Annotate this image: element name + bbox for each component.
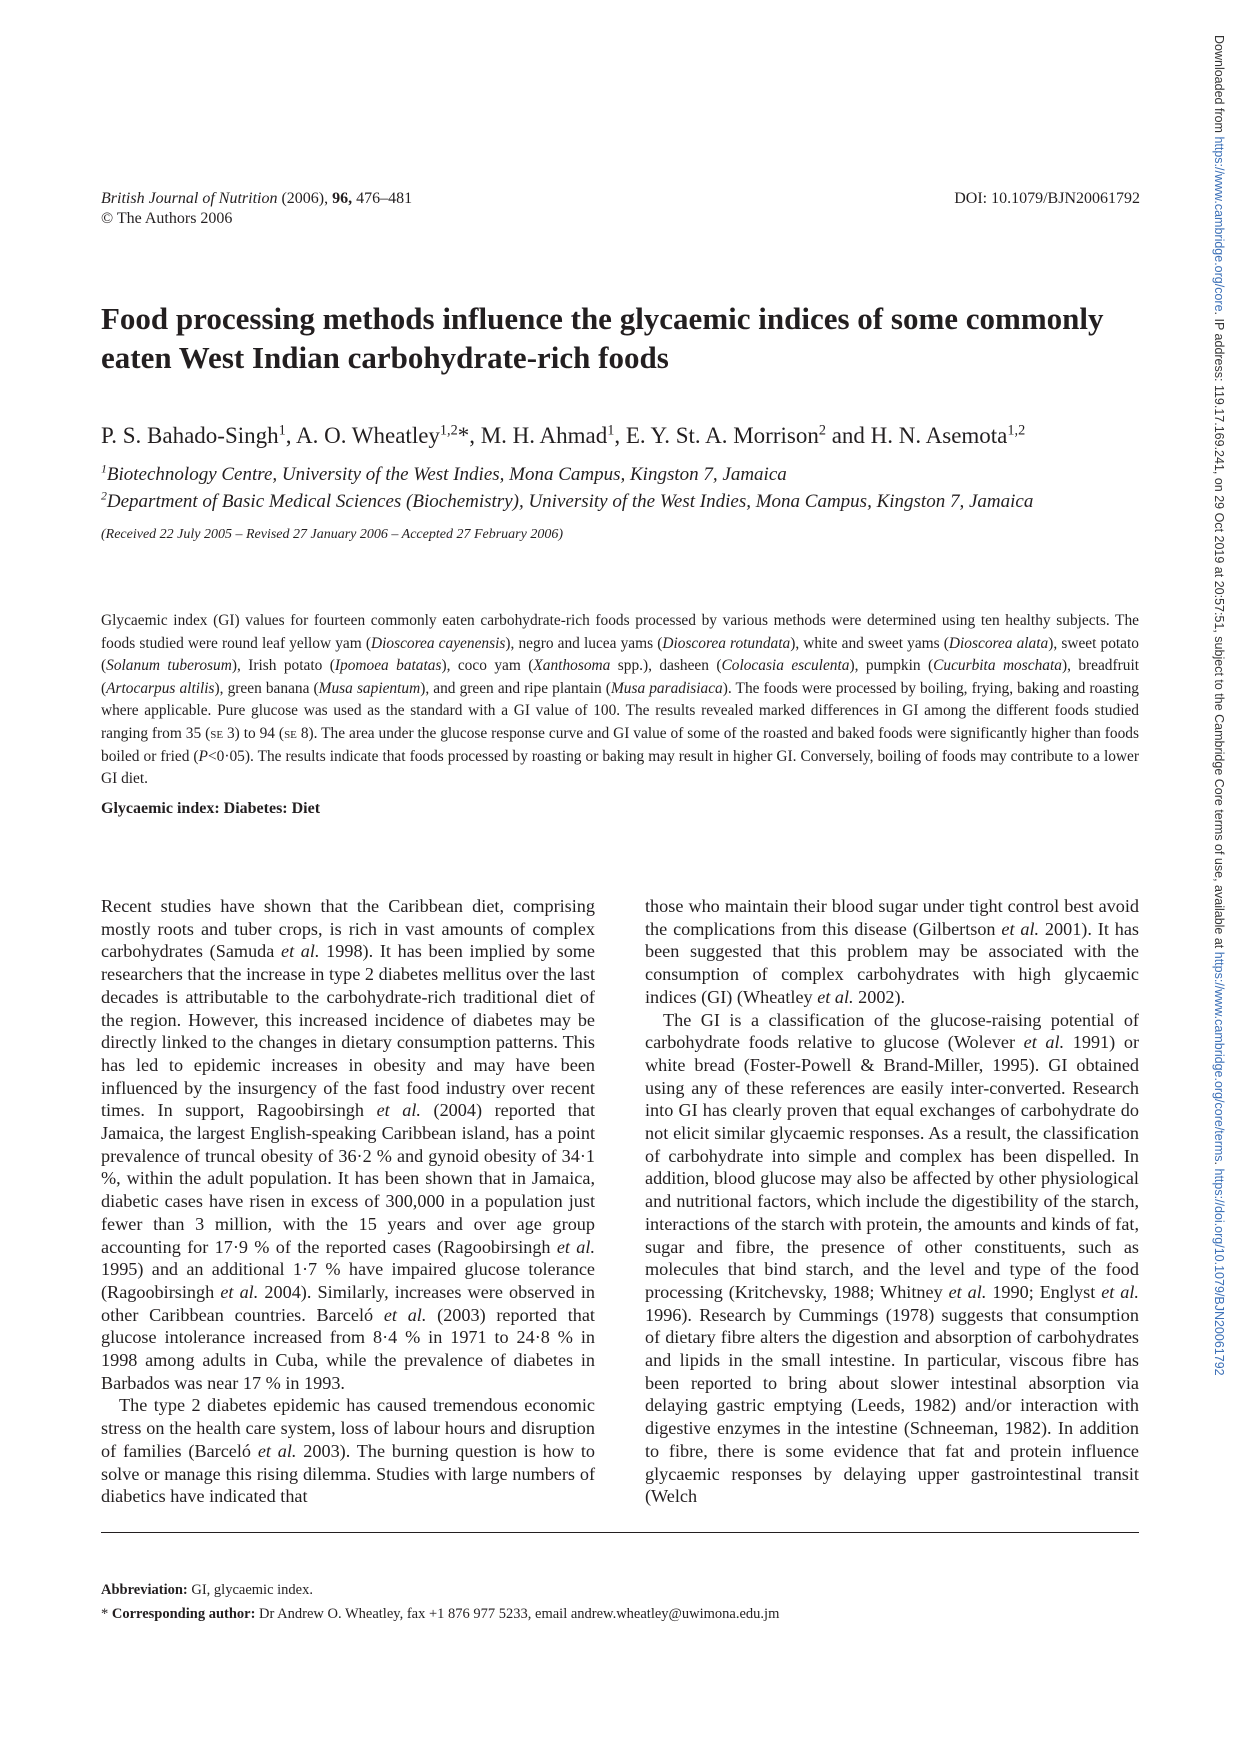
author-affil-marker: 1,2 bbox=[1007, 422, 1026, 439]
corresponding-author-note: * Corresponding author: Dr Andrew O. Wheatley, fax +1 876 977 5233, email andrew.wheatley@uwimona.edu.jm bbox=[101, 1606, 780, 1622]
affiliation: $^1$Biotechnology Centre, University of the West Indies, Mona Campus, Kingston 7, Jamaica bbox=[101, 462, 787, 485]
affiliation: $^2$Department of Basic Medical Sciences (Biochemistry), University of the West Indies, Mona Campus, Kingston 7, Jamaica bbox=[101, 489, 1034, 512]
author-name: and H. N. Asemota bbox=[825, 423, 1008, 448]
author-name: , A. O. Wheatley bbox=[285, 423, 440, 448]
article-title: Food processing methods influence the glycaemic indices of some commonly eaten West Indian carbohydrate-rich foods bbox=[101, 301, 1104, 375]
author-affil-marker: 1 bbox=[607, 422, 615, 439]
download-notice: Downloaded from https://www.cambridge.org/core. IP address: 119.17.169.241, on 29 Oct 2019 at 20:57:51, subject to the Cambridge Core terms of use, available at https://www.cambridge.org/core/terms. https://doi.org/10.1079/BJN20061792 bbox=[1212, 35, 1226, 1376]
journal-pages: 476–481 bbox=[356, 190, 413, 207]
corresponding-marker: * bbox=[457, 423, 470, 448]
paragraph: The type 2 diabetes epidemic has caused tremendous economic stress on the health care system, loss of labour hours and disruption of families (Barceló et al. 2003). The burning question is how to solve or manage this rising dilemma. Studies with large numbers of diabetics have indicated that bbox=[101, 1395, 595, 1507]
paragraph: The GI is a classification of the glucose-raising potential of carbohydrate foods relative to glucose (Wolever et al. 1991) or white bread (Foster-Powell & Brand-Miller, 1995). GI obtained using any of these references are easily inter-converted. Research into GI has clearly proven that equal exchanges of carbohydrate do not elicit similar glycaemic responses. As a result, the classification of carbohydrate into simple and complex has been dispelled. In addition, blood glucose may also be affected by other physiological and nutritional factors, which include the digestibility of the starch, interactions of the starch with protein, the amounts and kinds of fat, sugar and fibre, the presence of other constituents, such as molecules that bind starch, and the level and type of the food processing (Kritchevsky, 1988; Whitney et al. 1990; Englyst et al. 1996). Research by Cummings (1978) suggests that consumption of dietary fibre alters the digestion and absorption of carbohydrates and lipids in the small intestine. In particular, viscous fibre has been reported to bring about slower intestinal absorption via delaying gastric emptying (Leeds, 1982) and/or interaction with digestive enzymes in the intestine (Schneeman, 1982). In addition to fibre, there is some evidence that fat and protein influence glycaemic responses by delaying upper gastrointestinal transit (Welch bbox=[645, 1009, 1139, 1507]
journal-year: (2006), bbox=[281, 190, 329, 207]
author-name: , E. Y. St. A. Morrison bbox=[614, 423, 819, 448]
journal-name: British Journal of Nutrition bbox=[101, 190, 278, 207]
author-name: , M. H. Ahmad bbox=[469, 423, 608, 448]
paragraph: Recent studies have shown that the Caribbean diet, comprising mostly roots and tuber crops, is rich in vast amounts of complex carbohydrates (Samuda et al. 1998). It has been implied by some researchers that the increase in type 2 diabetes mellitus over the last decades is attributable to the carbohydrate-rich traditional diet of the region. However, this increased incidence of diabetes may be directly linked to the changes in dietary consumption patterns. This has led to epidemic increases in obesity and may have been influenced by the insurgency of the fast food industry over recent times. In support, Ragoobirsingh et al. (2004) reported that Jamaica, the largest English-speaking Caribbean island, has a point prevalence of truncal obesity of 36·2 % and gynoid obesity of 34·1 %, within the adult population. It has been shown that in Jamaica, diabetic cases have risen in excess of 300,000 in a population just fewer than 3 million, with the 15 years and over age group accounting for 17·9 % of the reported cases (Ragoobirsingh et al. 1995) and an additional 1·7 % have impaired glucose tolerance (Ragoobirsingh et al. 2004). Similarly, increases were observed in other Caribbean countries. Barceló et al. (2003) reported that glucose intolerance increased from 8·4 % in 1971 to 24·8 % in 1998 among adults in Cuba, while the prevalence of diabetes in Barbados was near 17 % in 1993. bbox=[101, 896, 596, 1393]
journal-citation bbox=[101, 189, 412, 229]
author-affil-marker: 1,2 bbox=[439, 422, 458, 439]
author-list bbox=[101, 421, 1025, 451]
doi-link[interactable]: https://doi.org/10.1079/BJN20061792 bbox=[1212, 1168, 1226, 1376]
keywords: Glycaemic index: Diabetes: Diet bbox=[101, 800, 321, 817]
footnote-divider bbox=[101, 1532, 1139, 1533]
paragraph: those who maintain their blood sugar under tight control best avoid the complications from this disease (Gilbertson et al. 2001). It has been suggested that this problem may be associated with the consumption of complex carbohydrates with high glycaemic indices (GI) (Wheatley et al. 2002). bbox=[645, 896, 1139, 1007]
abbreviation-note: Abbreviation: GI, glycaemic index. bbox=[101, 1582, 313, 1598]
journal-volume: 96, bbox=[332, 190, 353, 207]
abstract: Glycaemic index (GI) values for fourteen commonly eaten carbohydrate-rich foods processed by various methods were determined using ten healthy subjects. The foods studied were round leaf yellow yam (Dioscorea cayenensis), negro and lucea yams (Dioscorea rotundata), white and sweet yams (Dioscorea alata), sweet potato (Solanum tuberosum), Irish potato (Ipomoea batatas), coco yam (Xanthosoma spp.), dasheen (Colocasia esculenta), pumpkin (Cucurbita moschata), breadfruit (Artocarpus altilis), green banana (Musa sapientum), and green and ripe plantain (Musa paradisiaca). The foods were processed by boiling, frying, baking and roasting where applicable. Pure glucose was used as the standard with a GI value of 100. The results revealed marked differences in GI among the different foods studied ranging from 35 (se 3) to 94 (se 8). The area under the glucose response curve and GI value of some of the roasted and baked foods were significantly higher than foods boiled or fried (P<0·05). The results indicate that foods processed by roasting or baking may result in higher GI. Conversely, boiling of foods may contribute to a lower GI diet. bbox=[101, 612, 1140, 788]
affiliations bbox=[101, 461, 1033, 515]
body-column-right bbox=[645, 895, 1139, 1508]
author-affil-marker: 2 bbox=[818, 422, 826, 439]
received-dates: (Received 22 July 2005 – Revised 27 January 2006 – Accepted 27 February 2006) bbox=[101, 527, 563, 542]
body-column-left bbox=[101, 895, 595, 1508]
cambridge-core-link[interactable]: https://www.cambridge.org/core bbox=[1212, 136, 1226, 312]
terms-link[interactable]: https://www.cambridge.org/core/terms bbox=[1212, 951, 1226, 1162]
author-name: P. S. Bahado-Singh bbox=[101, 423, 279, 448]
author-affil-marker: 1 bbox=[278, 422, 286, 439]
copyright: © The Authors 2006 bbox=[101, 210, 233, 227]
doi: DOI: 10.1079/BJN20061792 bbox=[954, 190, 1140, 207]
